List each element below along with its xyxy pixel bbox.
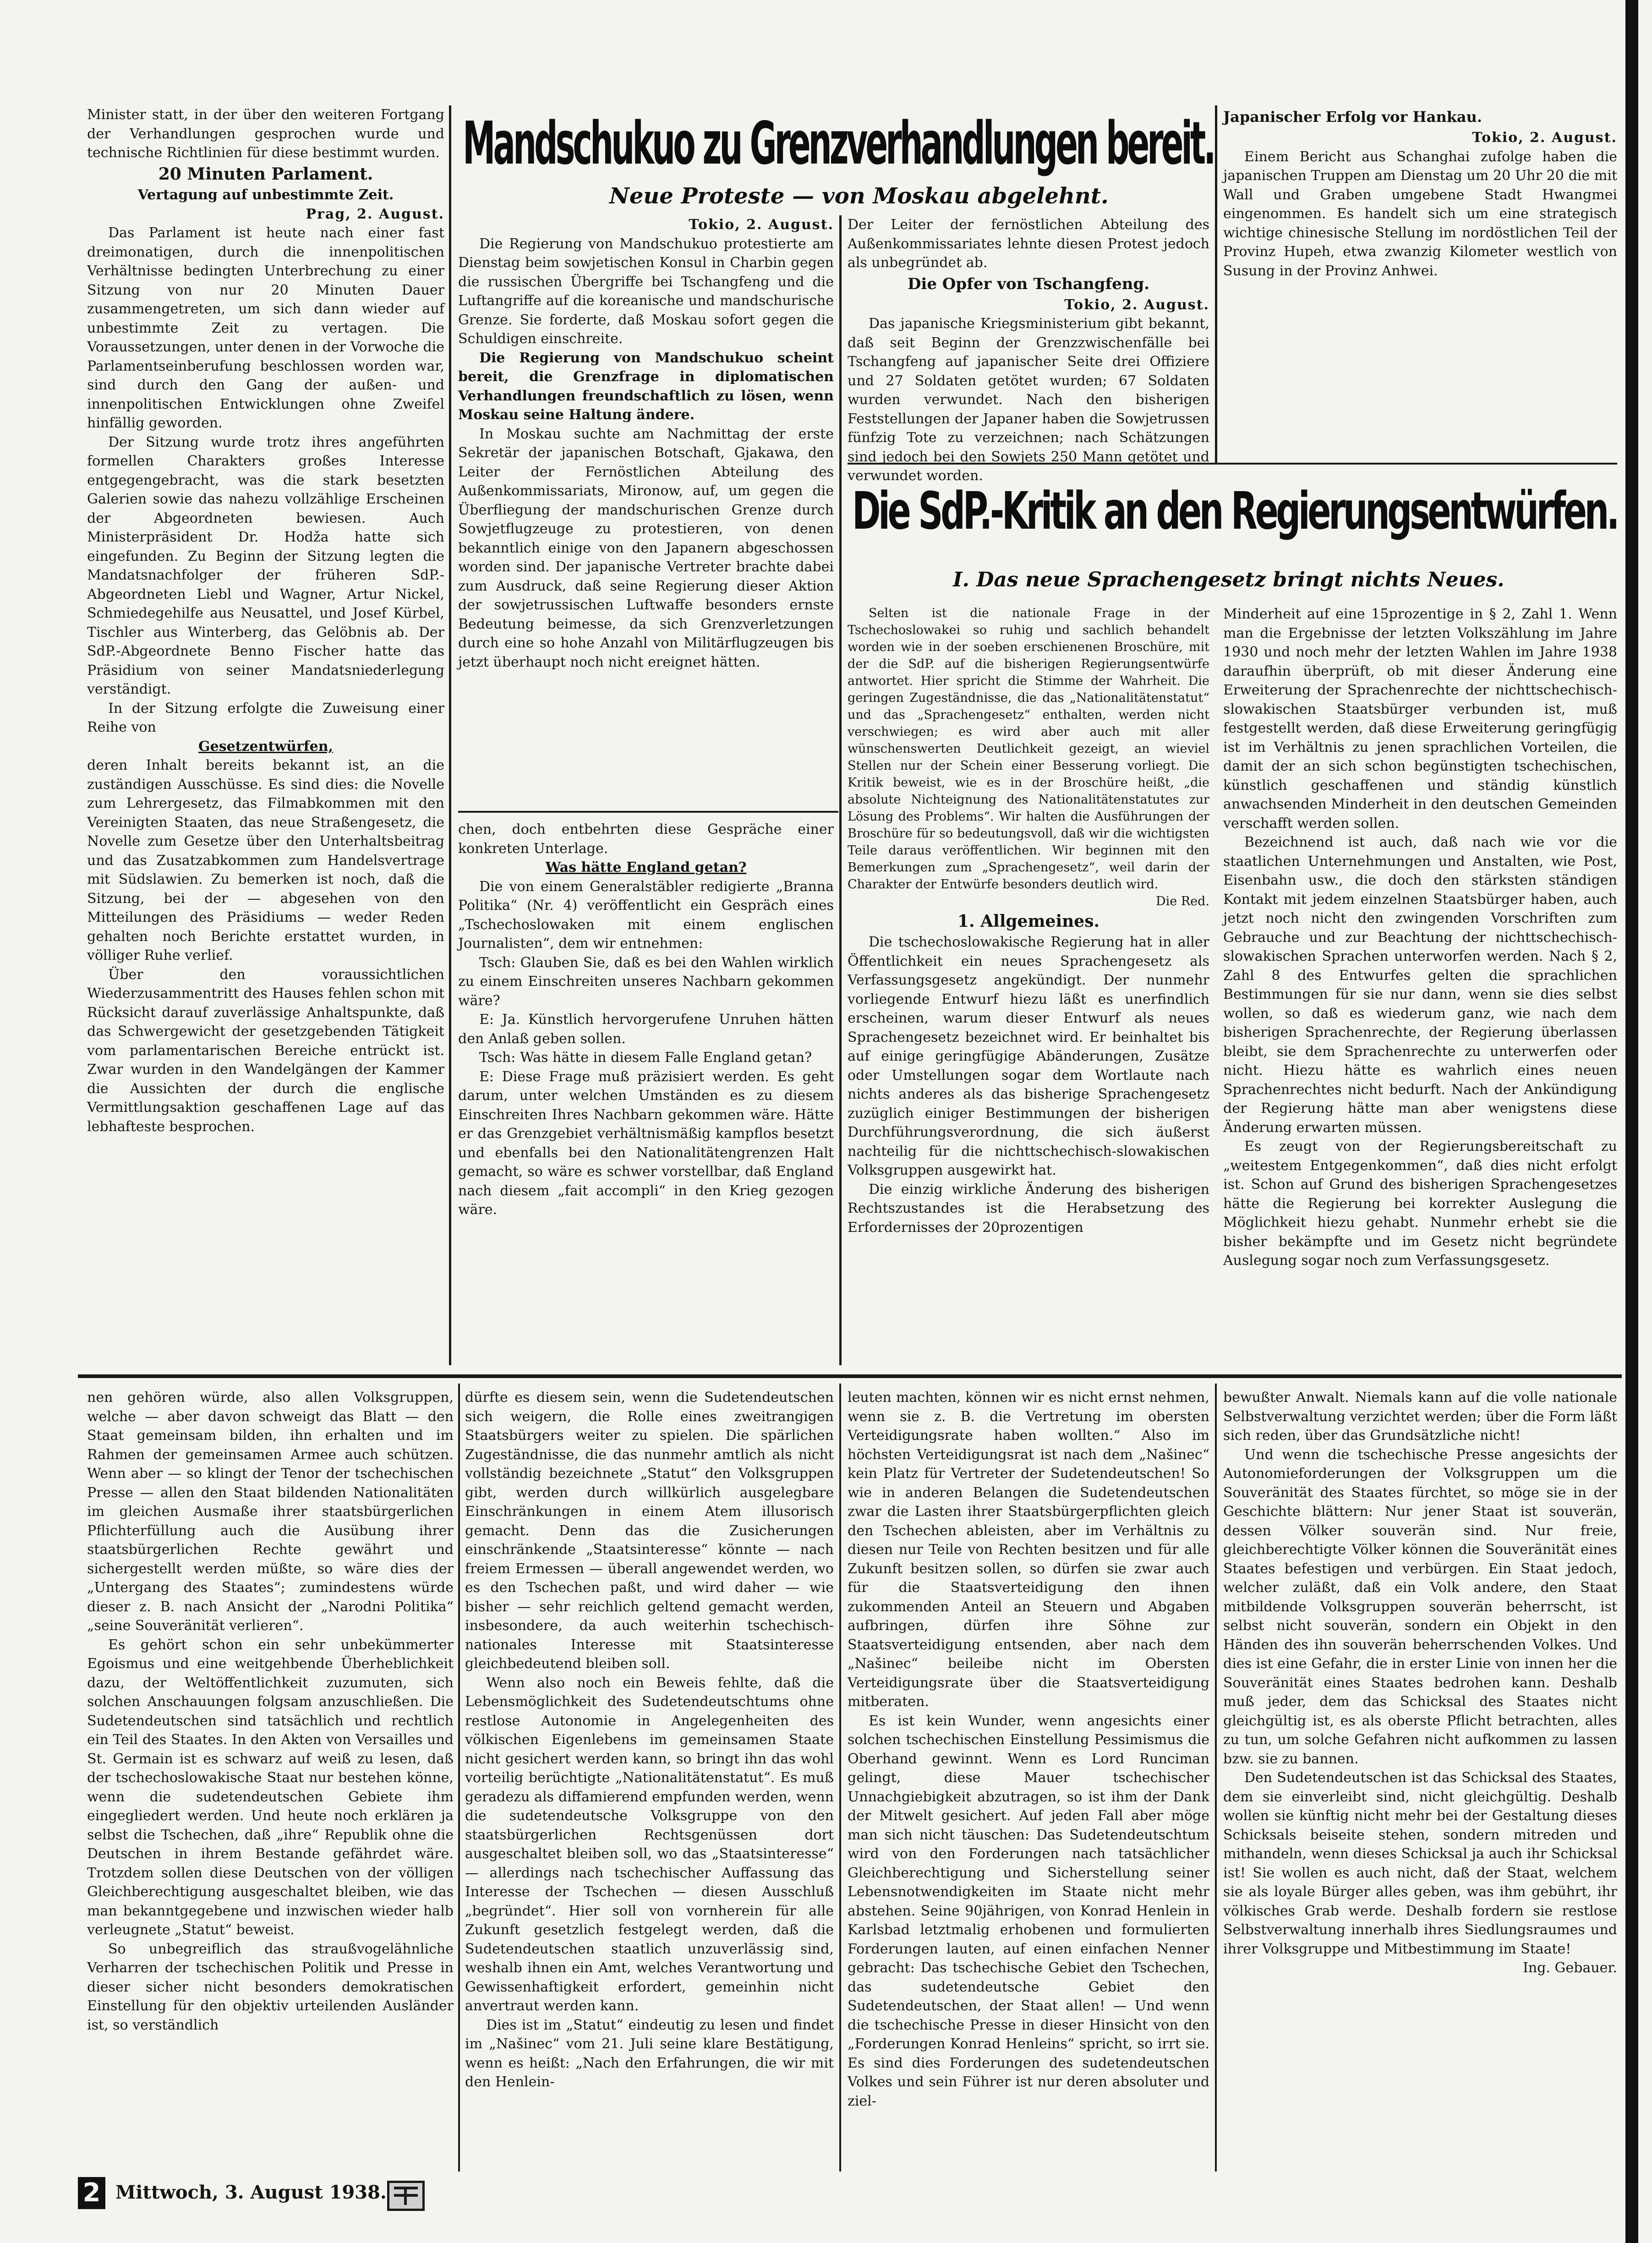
- paragraph: Der Leiter der fernöstlichen Abteilung des Außenkommissariates lehnte diesen Protest jedoch als unbegründet ab.: [848, 217, 1209, 271]
- paragraph: Minderheit auf eine 15prozentige in § 2, Zahl 1. Wenn man die Ergebnisse der letzten Volkszählung im Jahre 1930 und noch mehr der letzten Wahlen im Jahre 1938 daraufhin überprüft, ob mit dieser Änderung eine Erweiterung der Sprachenrechte der nichttschechisch-slowakischen Staatsbürger verbunden ist, muß festgestellt werden, daß diese Erweiterung geringfügig ist im Verhältnis zu jenen sprachlichen Vorteilen, die damit der an sich schon begünstigten tschechischen, künstlich geschaffenen und ständig künstlich anwachsenden Minderheit in den deutschen Gemeinden verschafft werden sollen.: [1223, 606, 1617, 832]
- sdp-headline: Die SdP.-Kritik an den Regierungsentwürfen.: [852, 481, 1618, 541]
- paragraph: deren Inhalt bereits bekannt ist, an die zuständigen Ausschüsse. Es sind dies: die Novelle zum Lehrergesetz, das Filmabkommen mit den Vereinigten Staaten, das neue Straßengesetz, die Novelle zum Gesetze über den Unterhaltsbeitrag und das Zusatzabkommen zum Handelsvertrage mit Südslawien. Zu bemerken ist noch, daß die Sitzung, bei der — abgesehen von den Mitteilungen des Präsidiums — weder Reden gehalten noch Berichte erstattet wurden, in völliger Ruhe verlief.: [87, 757, 444, 963]
- issue-date: Mittwoch, 3. August 1938.: [115, 2182, 387, 2203]
- paragraph: Die einzig wirkliche Änderung des bisherigen Rechtszustandes ist die Herabsetzung des Erfordernisses der 20prozentigen: [848, 1181, 1209, 1236]
- paragraph: dürfte es diesem sein, wenn die Sudetendeutschen sich weigern, die Rolle eines zweitrangigen Staatsbürgers weiter zu spielen. Die spärlichen Zugeständnisse, die das nunmehr amtlich als nicht vollständig bezeichnete „Statut“ den Volksgruppen gibt, werden durch willkürlich ausgelegbare Einschränkungen in einem Atem illusorisch gemacht. Denn das die Zusicherungen einschränkende „Staatsinteresse“ könnte — nach freiem Ermessen — überall angewendet werden, wo es den Tschechen paßt, und wird daher — wie bisher — sehr reichlich geltend gemacht werden, insbesondere, da auch weiterhin tschechisch-nationales Interesse mit Staatsinteresse gleichbedeutend bleiben soll.: [465, 1390, 834, 1672]
- column-rule: [1215, 1384, 1217, 2172]
- dateline: Tokio, 2. August.: [1064, 296, 1209, 313]
- section-heading: 1. Allgemeines.: [957, 912, 1100, 931]
- column-rule: [458, 1384, 460, 2172]
- section-heading: Die Opfer von Tschangfeng.: [907, 274, 1150, 293]
- paragraph: Der Sitzung wurde trotz ihres angeführten formellen Charakters großes Interesse entgegengebracht, was die stark besetzten Galerien sowie das nahezu vollzählige Erscheinen der Abgeordneten bewiesen. Auch Ministerpräsident Dr. Hodža hatte sich eingefunden. Zu Beginn der Sitzung legten die Mandatsnachfolger der früheren SdP.-Abgeordneten Liebl und Wagner, Artur Nickel, Schmiedegehilfe aus Neusattel, und Josef Kürbel, Tischler aus Winterberg, das Gelöbnis ab. Der SdP.-Abgeordnete Benno Fischer hatte das Präsidium von seiner Mandatsniederlegung verständigt.: [87, 434, 444, 697]
- paragraph: Einem Bericht aus Schanghai zufolge haben die japanischen Truppen am Dienstag um 20 Uhr 20 die mit Wall und Graben umgebene Stadt Hwangmei eingenommen. Es handelt sich um eine strategisch wichtige chinesische Stellung im nordöstlichen Teil der Provinz Hupeh, etwa zwanzig Kilometer westlich von Susung in der Provinz Anhwei.: [1223, 148, 1617, 279]
- paragraph: Den Sudetendeutschen ist das Schicksal des Staates, dem sie einverleibt sind, nicht gleichgültig. Deshalb wollen sie künftig nicht mehr bei der Gestaltung dieses Schicksals beiseite stehen, sondern mitreden und mithandeln, wenn dieses Schicksal ja auch ihr Schicksal ist! Sie wollen es auch nicht, daß der Staat, welchem sie als loyale Bürger alles geben, was ihm gebührt, ihr völkisches Grab werde. Deshalb fordern sie restlose Selbstverwaltung innerhalb ihres Siedlungsraumes und ihrer Volksgruppe und Mitbestimmung im Staate!: [1223, 1770, 1617, 1957]
- paragraph: In der Sitzung erfolgte die Zuweisung einer Reihe von: [87, 700, 444, 735]
- paragraph: Tsch: Glauben Sie, daß es bei den Wahlen wirklich zu einem Einschreiten unseres Nachbarn gekommen wäre?: [458, 954, 834, 1009]
- article-sdp-left: [848, 605, 1209, 1374]
- column-rule: [449, 105, 451, 1365]
- paragraph: Dies ist im „Statut“ eindeutig zu lesen und findet im „Našinec“ vom 21. Juli seine klare Bestätigung, wenn es heißt: „Nach den Erfahrungen, die wir mit den Henlein-: [465, 2017, 834, 2090]
- continued-text: chen, doch entbehrten diese Gespräche einer konkreten Unterlage.: [458, 821, 834, 857]
- page-number: 2: [78, 2177, 105, 2209]
- paragraph: bewußter Anwalt. Niemals kann auf die volle nationale Selbstverwaltung verzichtet werden; über die Form läßt sich reden, über das Grundsätzliche nicht!: [1223, 1390, 1617, 1444]
- article-mandschukuo: [458, 215, 834, 806]
- bottom-column-3: [848, 1388, 1209, 2172]
- paragraph: Das Parlament ist heute nach einer fast dreimonatigen, durch die innenpolitischen Verhältnisse bedingten Unterbrechung zu einer Sitzung von nur 20 Minuten Dauer zusammengetreten, um sich dann wieder auf unbestimmte Zeit zu vertagen. Die Voraussetzungen, unter denen in der Vorwoche die Parlamentseinberufung beschlossen worden war, sind durch den Gang der außen- und innenpolitischen Entwicklungen ohne Zweifel hinfällig geworden.: [87, 225, 444, 431]
- section-divider: [78, 1374, 1622, 1378]
- bottom-column-2: [465, 1388, 834, 2172]
- bottom-column-1: [87, 1388, 454, 2172]
- article-sdp-right: [1223, 605, 1617, 1374]
- article-hankau: [1223, 105, 1617, 458]
- paragraph: In Moskau suchte am Nachmittag der erste Sekretär der japanischen Botschaft, Gjakawa, den Leiter der Fernöstlichen Abteilung des Außenkommissariats, Mironow, auf, um gegen die Überfliegung der mandschurischen Grenze durch Sowjetflugzeuge zu protestieren, von denen bekanntlich einige von den Japanern abgeschossen worden sind. Der japanische Vertreter brachte dabei zum Ausdruck, daß seine Regierung dieser Aktion der sowjetrussischen Luftwaffe besonders ernste Bedeutung beimesse, da sich Grenzverletzungen durch eine so hohe Anzahl von Militärflugzeugen bis jetzt überhaupt noch nicht ereignet hätten.: [458, 426, 834, 670]
- paragraph: Tsch: Was hätte in diesem Falle England getan?: [479, 1050, 812, 1066]
- dateline: Tokio, 2. August.: [689, 217, 834, 233]
- continued-text: Minister statt, in der über den weiteren Fortgang der Verhandlungen gesprochen wurde und technische Richtlinien für diese bestimmt wurden.: [87, 107, 444, 161]
- paragraph: So unbegreiflich das straußvogelähnliche Verharren der tschechischen Politik und Presse in dieser sicher nicht besonders demokratischen Einstellung für den objektiv urteilenden Ausländer ist, so verständlich: [87, 1941, 454, 2033]
- paragraph: Die tschechoslowakische Regierung hat in aller Öffentlichkeit ein neues Sprachengesetz als Verfassungsgesetz angekündigt. Der nunmehr vorliegende Entwurf hiezu läßt es unerfindlich erscheinen, warum dieser Entwurf als neues Sprachengesetz bezeichnet wird. Er beinhaltet bis auf einige geringfügige Abänderungen, Zusätze oder Umstellungen sogar dem Wortlaute nach nichts anderes als das bisherige Sprachengesetz zuzüglich einiger Bestimmungen der bisherigen Durchführungsverordnung, die sich äußerst nachteilig für die nichttschechisch-slowakischen Volksgruppen ausgewirkt hat.: [848, 934, 1209, 1178]
- main-headline: Mandschukuo zu Grenzverhandlungen bereit.: [463, 109, 1214, 178]
- paragraph: Die Regierung von Mandschukuo protestierte am Dienstag beim sowjetischen Konsul in Charbin gegen die russischen Übergriffe bei Tschangfeng und die Luftangriffe auf die koreanische und mandschurische Grenze. Sie forderte, daß Moskau sofort gegen die Schuldigen einschreite.: [458, 235, 834, 347]
- column-rule: [839, 1384, 841, 2172]
- paragraph: leuten machten, können wir es nicht ernst nehmen, wenn sie z. B. die Vertretung im obersten Verteidigungsrate haben wollten.“ Also im höchsten Verteidigungsrat ist nach dem „Našinec“ kein Platz für Vertreter der Sudetendeutschen! So wie in anderen Belangen die Sudetendeutschen zwar die Lasten ihrer Staatsbürgerpflichten gleich den Tschechen ableisten, aber im Verhältnis zu diesen nur Teile von Rechten besitzen und für alle Zukunft besitzen sollen, so dürfen sie zwar auch für die Staatsverteidigung den ihnen zukommenden Anteil an Steuern und Abgaben aufbringen, dürfen ihre Söhne zur Staatsverteidigung entsenden, aber nach dem „Našinec“ beileibe nicht im Obersten Verteidigungsrate über die Staatsverteidigung mitberaten.: [848, 1390, 1209, 1710]
- paragraph: Es gehört schon ein sehr unbekümmerter Egoismus und eine weitgehbende Überheblichkeit dazu, der Weltöffentlichkeit zuzumuten, sich solchen Anschauungen folgsam anzuschließen. Die Sudetendeutschen sind tatsächlich und rechtlich ein Teil des Staates. In den Akten von Versailles und St. Germain ist es schwarz auf weiß zu lesen, daß der tschechoslowakische Staat nur bestehen könne, wenn die sudetendeutschen Gebiete ihm eingegliedert werden. Und heute noch erklären ja selbst die Tschechen, daß „ihre“ Republik ohne die Deutschen in ihrem Bestande gefährdet wäre. Trotzdem sollen diese Deutschen von der völligen Gleichberechtigung ausgeschaltet bleiben, wie das man bekanntgegebene und inzwischen wieder halb verleugnete „Statut“ beweist.: [87, 1636, 454, 1938]
- column-rule: [1215, 105, 1217, 463]
- sdp-subheadline: I. Das neue Sprachengesetz bringt nichts Neues.: [953, 568, 1504, 591]
- dateline: Prag, 2. August.: [306, 206, 444, 222]
- column-rule: [839, 215, 842, 1365]
- bottom-column-4: [1223, 1388, 1617, 2172]
- paragraph: Wenn also noch ein Beweis fehlte, daß die Lebensmöglichkeit des Sudetendeutschtums ohne restlose Autonomie in Angelegenheiten des völkischen Eigenlebens im gemeinsamen Staate nicht gesichert werden kann, so bringt ihn das wohl vorteilig berüchtigte „Nationalitätenstatut“. Es muß geradezu als diffamierend empfunden werden, wenn die sudetendeutsche Volksgruppe von den staatsbürgerlichen Rechtsgenüssen dort ausgeschaltet bleiben soll, wo das „Staatsinteresse“ — allerdings nach tschechischer Auffassung das Interesse der Tschechen — diesen Ausschluß „begründet“. Hier soll von vornherein für alle Zukunft gesetzlich festgelegt werden, daß die Sudetendeutschen staatlich unzuverlässig sind, weshalb ihnen ein Amt, welches Verantwortung und Gewissenhaftigkeit erfordert, gemeinhin nicht anvertraut werden kann.: [465, 1674, 834, 2014]
- section-heading: Was hätte England getan?: [545, 859, 747, 875]
- paragraph: E: Diese Frage muß präzisiert werden. Es geht darum, unter welchen Umständen es zu diesem Einschreiten Ihres Nachbarn gekommen wäre. Hätte er das Grenzgebiet verhältnismäßig kampflos besetzt und ebenfalls bei den Nationalitätengrenzen Halt gemacht, so wäre es schwer vorstellbar, daß England nach diesem „fait accompli“ in den Krieg gezogen wäre.: [458, 1068, 834, 1218]
- editorial-signature: Die Red.: [1155, 894, 1209, 908]
- paragraph: nen gehören würde, also allen Volksgruppen, welche — aber davon schweigt das Blatt — den Staat gemeinsam bilden, ihn erhalten und im Rahmen der gemeinsamen Armee auch schützen. Wenn aber — so klingt der Tenor der tschechischen Presse — allen den Staat bildenden Nationalitäten im gleichen Ausmaße ihrer staatsbürgerlichen Pflichterfüllung auch die Ausübung ihrer staatsbürgerlichen Rechte gewährt und sichergestellt werden müßte, so wäre dies der „Untergang des Staates“; zumindestens würde dieser z. B. nach Ansicht der „Narodni Politika“ „seine Souveränität verlieren“.: [87, 1390, 454, 1634]
- section-heading: Gesetzentwürfen,: [198, 738, 334, 755]
- paragraph: E: Ja. Künstlich hervorgerufene Unruhen hätten den Anlaß geben sollen.: [458, 1012, 834, 1047]
- article-parlament: [87, 105, 444, 1374]
- column-rule: [458, 811, 838, 813]
- paragraph: Die Regierung von Mandschukuo scheint bereit, die Grenzfrage in diplomatischen Verhandlungen freundschaftlich zu lösen, wenn Moskau seine Haltung ändere.: [458, 350, 834, 423]
- paragraph: Es ist kein Wunder, wenn angesichts einer solchen tschechischen Einstellung Pessimismus die Oberhand gewinnt. Wenn es Lord Runciman gelingt, diese Mauer tschechischer Unnachgiebigkeit abzutragen, so ist ihm der Dank der Mitwelt gesichert. Auf jeden Fall aber möge man sich nicht täuschen: Das Sudetendeutschtum wird von den Forderungen nach tatsächlicher Gleichberechtigung und Sicherstellung seiner Lebensnotwendigkeiten im Staate nicht mehr abstehen. Seine 90jährigen, von Konrad Henlein in Karlsbad letztmalig erhobenen und formulierten Forderungen lauten, auf einen einfachen Nenner gebracht: Das tschechische Gebiet den Tschechen, das sudetendeutsche Gebiet den Sudetendeutschen, der Staat allen! — Und wenn die tschechische Presse in dieser Hinsicht von den „Forderungen Konrad Henleins“ spricht, so irrt sie. Es sind dies Forderungen des sudetendeutschen Volkes und sein Führer ist nur deren absoluter und ziel-: [848, 1712, 1209, 2109]
- paragraph: Und wenn die tschechische Presse angesichts der Autonomieforderungen der Volksgruppen um die Souveränität des Staates fürchtet, so möge sie in der Geschichte blättern: Nur jener Staat ist souverän, dessen Völker souverän sind. Nur freie, gleichberechtigte Völker können die Souveränität eines Staates befestigen und verbürgen. Ein Staat jedoch, welcher zuläßt, daß ein Volk andere, den Staat mitbildende Volksgruppen souverän beherrscht, ist selbst nicht souverän, sondern ein Objekt in den Händen des ihn souverän beherrschenden Volkes. Und dies ist eine Gefahr, die in erster Linie von innen her die Souveränität eines Staates bedrohen kann. Deshalb muß jeder, dem das Schicksal des Staates nicht gleichgültig ist, es als oberste Pflicht betrachten, alles zu tun, um solche Gefahren nicht aufkommen zu lassen bzw. sie zu bannen.: [1223, 1446, 1617, 1767]
- paragraph: Über den voraussichtlichen Wiederzusammentritt des Hauses fehlen schon mit Rücksicht darauf zuverlässige Anhaltspunkte, daß das Schwergewicht der gesetzgebenden Tätigkeit vom parlamentarischen Bereiche entrückt ist. Zwar wurden in den Wandelgängen der Kammer die Aussichten der durch die englische Vermittlungsaktion geschaffenen Lage auf das lebhafteste besprochen.: [87, 966, 444, 1135]
- dateline: Tokio, 2. August.: [1472, 130, 1617, 146]
- article-tschangfeng: [848, 215, 1209, 484]
- article-subheadline: Vertagung auf unbestimmte Zeit.: [137, 186, 394, 203]
- paragraph: Die von einem Generalstäbler redigierte „Branna Politika“ (Nr. 4) veröffentlicht ein Gespräch eines „Tschechoslowaken mit einem englischen Journalisten“, dem wir entnehmen:: [458, 878, 834, 952]
- page-edge-border: [1625, 0, 1638, 2243]
- section-heading: Japanischer Erfolg vor Hankau.: [1223, 108, 1482, 126]
- article-england: [458, 820, 834, 1370]
- article-headline: 20 Minuten Parlament.: [158, 164, 373, 184]
- paragraph: Das japanische Kriegsministerium gibt bekannt, daß seit Beginn der Grenzzwischenfälle bei Tschangfeng auf japanischer Seite drei Offiziere und 27 Soldaten getötet wurden; 67 Soldaten wurden verwundet. Nach den bisherigen Feststellungen der Japaner haben die Sowjetrussen fünfzig Tote zu verzeichnen; nach Schätzungen sind jedoch bei den Sowjets 250 Mann getötet und verwundet worden.: [848, 316, 1209, 484]
- paragraph: Bezeichnend ist auch, daß nach wie vor die staatlichen Unternehmungen und Anstalten, wie Post, Eisenbahn usw., die doch den stärksten ständigen Kontakt mit jedem einzelnen Staatsbürger haben, auch jetzt noch nicht den zwingenden Vorschriften zum Gebrauche und zur Beachtung der nichttschechisch-slowakischen Sprachen unterworfen werden. Nach § 2, Zahl 8 des Entwurfes gelten die sprachlichen Bestimmungen für sie nur dann, wenn sie dies selbst wollen, so daß es wiederum ganz, wie nach dem bisherigen Sprachenrechte, der Regierung überlassen bleibt, sie dem Sprachenrechte zu unterwerfen oder nicht. Hiezu hätte es wahrlich eines neuen Sprachenrechtes nicht bedurft. Nach der Ankündigung der Regierung hätte man aber wenigstens diese Änderung erwarten müssen.: [1223, 834, 1617, 1136]
- paragraph: Es zeugt von der Regierungsbereitschaft zu „weitestem Entgegenkommen“, daß dies nicht erfolgt ist. Schon auf Grund des bisherigen Sprachengesetzes hätte die Regierung bei korrekter Auslegung die Möglichkeit hiezu gehabt. Nunmehr erhebt sie die bisher bekämpfte und im Gesetz nicht begründete Auslegung sogar noch zum Verfassungsgesetz.: [1223, 1138, 1617, 1269]
- editorial-intro: Selten ist die nationale Frage in der Tschechoslowakei so ruhig und sachlich behandelt worden wie in der soeben erschienenen Broschüre, mit der die SdP. auf die bisherigen Regierungsentwürfe antwortet. Hier spricht die Stimme der Wahrheit. Die geringen Zugeständnisse, die das „Nationalitätenstatut“ und das „Sprachengesetz“ enthalten, werden nicht verschwiegen; es wird aber auch mit aller wünschenswerten Deutlichkeit gezeigt, an wieviel Stellen nur der Schein einer Besserung vorliegt. Die Kritik beweist, wie es in der Broschüre heißt, „die absolute Nichteignung des Nationalitätenstatutes zur Lösung des Problems“. Wir halten die Ausführungen der Broschüre für so bedeutungsvoll, daß wir die wichtigsten Teile daraus veröffentlichen. Wir beginnen mit den Bemerkungen zum „Sprachengesetz“, weil darin der Charakter der Entwürfe besonders deutlich wird.: [848, 606, 1209, 892]
- author-signature: Ing. Gebauer.: [1523, 1960, 1617, 1976]
- newspaper-logo-icon: [387, 2181, 425, 2211]
- main-subheadline: Neue Proteste — von Moskau abgelehnt.: [609, 183, 1109, 209]
